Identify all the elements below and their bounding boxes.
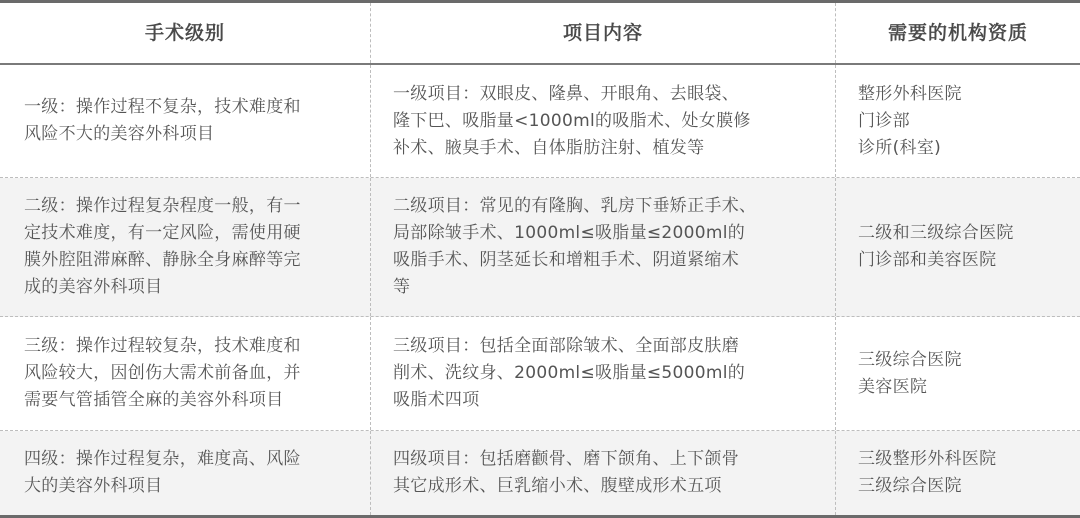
content-cell <box>370 431 835 515</box>
header-project-content: 项目内容 <box>370 3 835 63</box>
level-text: 四级：操作过程复杂，难度高、风险 大的美容外科项目 <box>24 449 301 496</box>
level-cell <box>0 431 370 515</box>
level-cell <box>0 65 370 177</box>
table-row-level-4 <box>0 431 1080 515</box>
level-cell <box>0 317 370 430</box>
institution-cell <box>835 431 1080 515</box>
table-row-level-1 <box>0 65 1080 178</box>
content-cell <box>370 317 835 430</box>
content-text: 四级项目：包括磨颧骨、磨下颌角、上下颌骨 其它成形术、巨乳缩小术、腹壁成形术五项 <box>393 449 739 496</box>
content-text: 一级项目：双眼皮、隆鼻、开眼角、去眼袋、 隆下巴、吸脂量<1000ml的吸脂术、处女膜修 补术、腋臭手术、自体脂肪注射、植发等 <box>393 83 751 158</box>
institution-text: 三级整形外科医院 三级综合医院 <box>858 449 997 496</box>
level-text: 三级：操作过程较复杂，技术难度和 风险较大，因创伤大需术前备血，并 需要气管插管全麻的美容外科项目 <box>24 336 301 410</box>
institution-text: 二级和三级综合医院 门诊部和美容医院 <box>858 223 1014 270</box>
table-row-level-3 <box>0 317 1080 431</box>
institution-cell <box>835 317 1080 430</box>
level-cell <box>0 178 370 316</box>
institution-cell <box>835 65 1080 177</box>
institution-text: 整形外科医院 门诊部 诊所(科室) <box>858 83 962 158</box>
content-text: 二级项目：常见的有隆胸、乳房下垂矫正手术、 局部除皱手术、1000ml≤吸脂量≤2000ml的 吸脂手术、阴茎延长和增粗手术、阴道紧缩术 等 <box>393 196 757 297</box>
institution-cell <box>835 178 1080 316</box>
level-text: 二级：操作过程复杂程度一般，有一 定技术难度，有一定风险，需使用硬 膜外腔阻滞麻醉、静脉全身麻醉等完 成的美容外科项目 <box>24 196 301 297</box>
table-row-level-2 <box>0 178 1080 317</box>
level-text: 一级：操作过程不复杂，技术难度和 风险不大的美容外科项目 <box>24 97 301 144</box>
header-institution-qualification: 需要的机构资质 <box>835 3 1080 63</box>
institution-text: 三级综合医院 美容医院 <box>858 349 962 397</box>
table-header-row <box>0 3 1080 65</box>
content-cell <box>370 178 835 316</box>
header-surgery-level: 手术级别 <box>144 21 225 44</box>
content-text: 三级项目：包括全面部除皱术、全面部皮肤磨 削术、洗纹身、2000ml≤吸脂量≤5000ml的 吸脂术四项 <box>393 336 746 410</box>
content-cell <box>370 65 835 177</box>
